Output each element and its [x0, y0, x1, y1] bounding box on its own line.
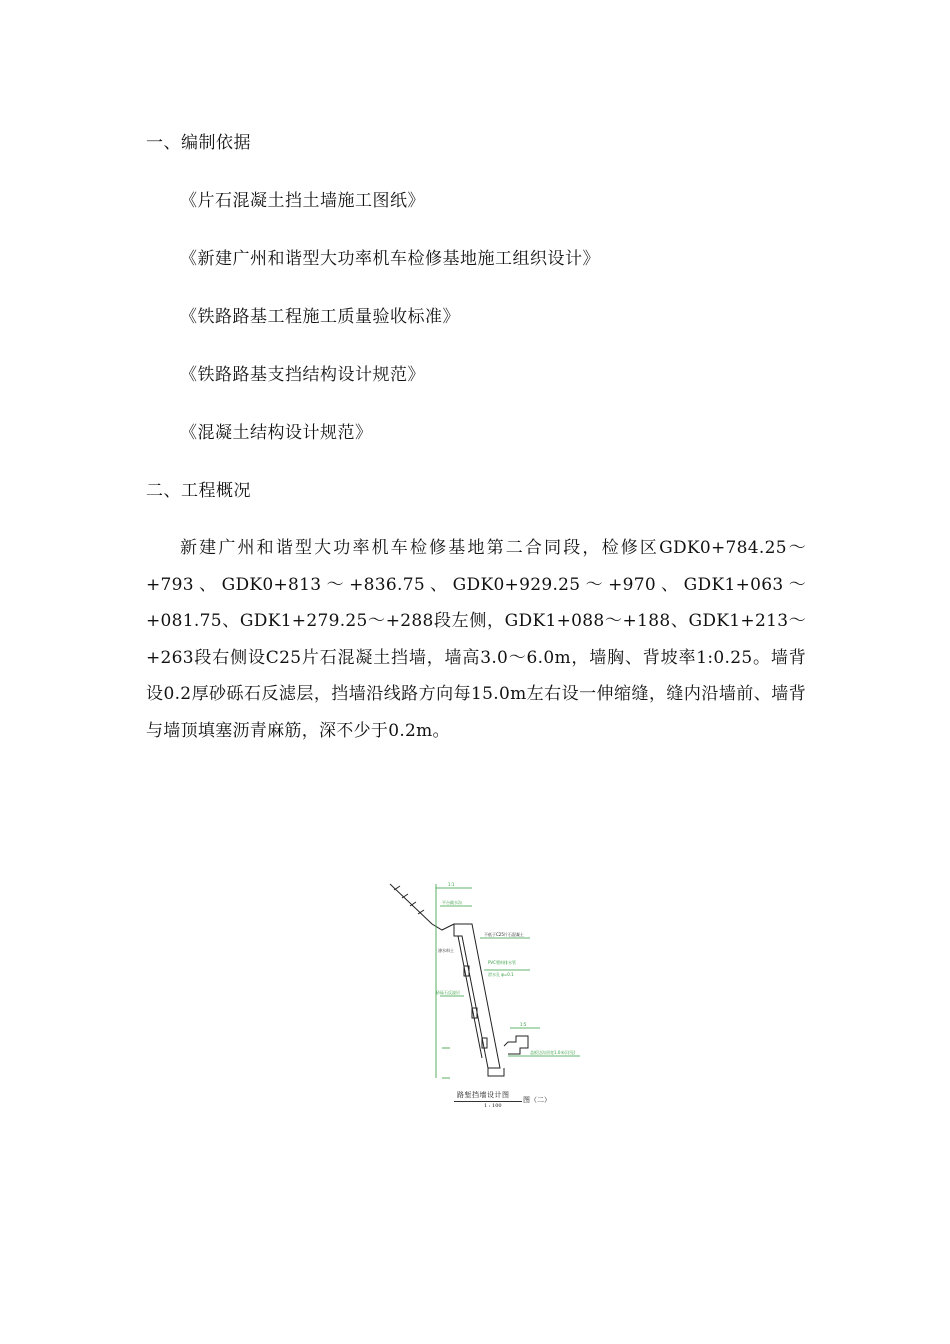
retaining-wall-drawing: [380, 878, 600, 1114]
label-pvc-pipe: PVC塑料排水管: [488, 960, 516, 965]
label-top-dim: 1:1: [448, 882, 455, 887]
reference-item: 《铁路路基工程施工质量验收标准》: [180, 307, 460, 327]
label-drain-hole: 泄水孔 φ=0.1: [488, 972, 514, 977]
section-heading-basis: 一、编制依据: [146, 133, 251, 153]
reference-item: 《铁路路基支挡结构设计规范》: [180, 365, 425, 385]
figure-caption-scale: 1 : 100: [484, 1103, 502, 1109]
reference-item: 《混凝土结构设计规范》: [180, 423, 373, 443]
figure-caption-number: 图（二）: [523, 1096, 551, 1104]
label-ditch: 盖板边沟顶宽1.0米(详见): [530, 1050, 576, 1055]
label-right-dim: 1:5: [520, 1022, 527, 1027]
caption-underline: [454, 1101, 522, 1102]
label-gravel-layer: 砂砾石反滤层: [436, 990, 460, 995]
reference-item: 《新建广州和谐型大功率机车检修基地施工组织设计》: [180, 249, 600, 269]
label-concrete: 不低于C25片石混凝土: [484, 932, 524, 937]
overview-paragraph: 新建广州和谐型大功率机车检修基地第二合同段，检修区GDK0+784.25～+793、GDK0+813～+836.75、GDK0+929.25～+970、GDK1+063～+081.75、GDK1+279.25～+288段左侧，GDK1+088～+188、GDK1+213～+263段右侧设C25片石混凝土挡墙，墙高3.0～6.0m，墙胸、背坡率1:0.25。墙背设0.2厚砂砾石反滤层，挡墙沿线路方向每15.0m左右设一伸缩缝，缝内沿墙前、墙背与墙顶填塞沥青麻筋，深不少于0.2m。: [146, 538, 806, 741]
section-heading-overview: 二、工程概况: [146, 481, 251, 501]
label-backfill: 渗水料土: [438, 948, 454, 953]
label-platform-ditch: 平台截水沟: [442, 900, 462, 905]
reference-item: 《片石混凝土挡土墙施工图纸》: [180, 191, 425, 211]
figure-caption-title: 路堑挡墙设计图: [457, 1091, 510, 1099]
